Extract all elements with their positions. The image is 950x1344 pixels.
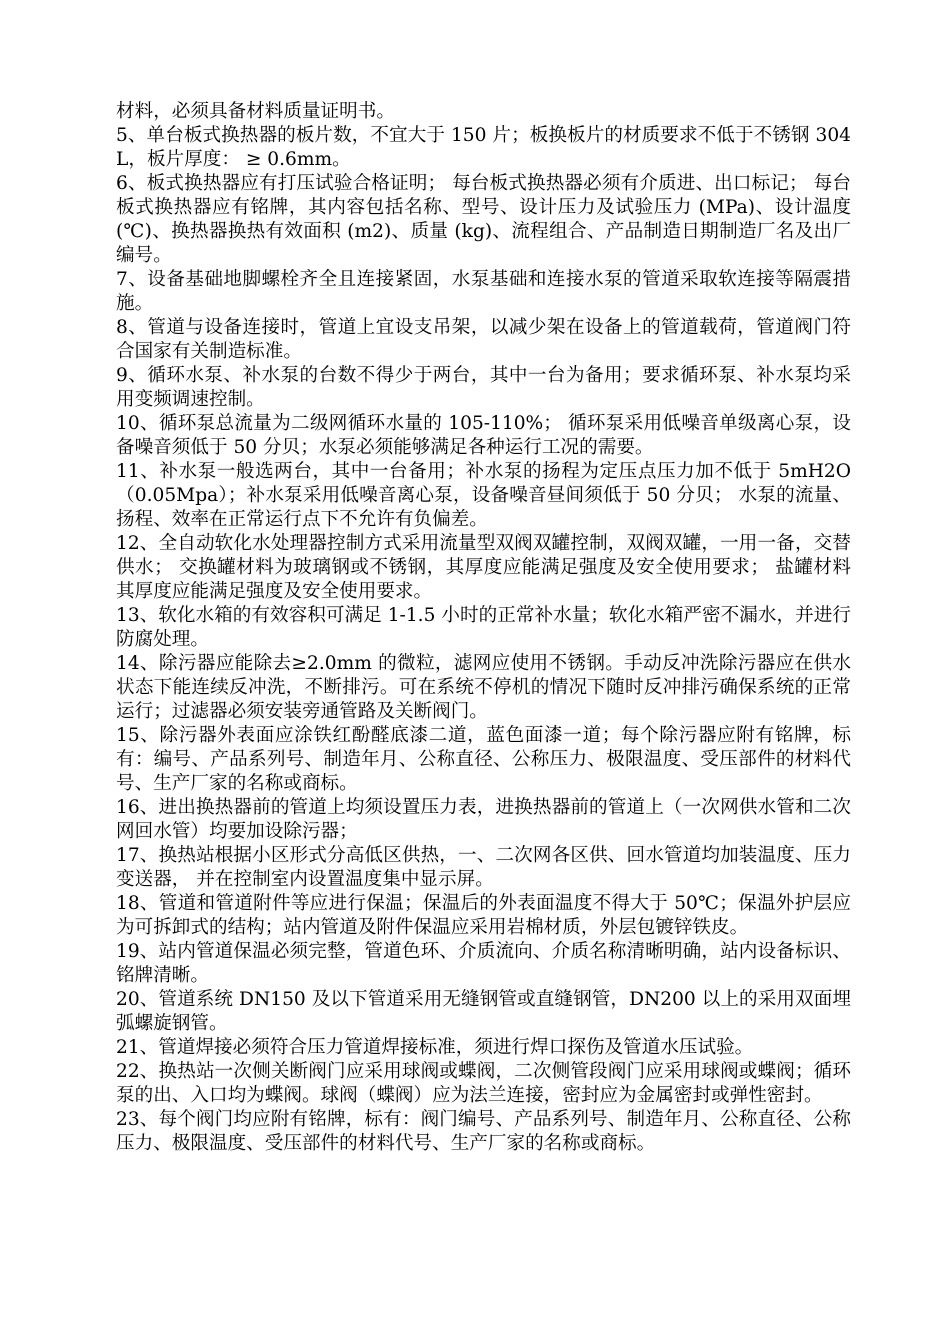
paragraph-item-15: 15、除污器外表面应涂铁红酚醛底漆二道，蓝色面漆一道；每个除污器应附有铭牌，标有：编号、产品系列号、制造年月、公称直径、公称压力、极限温度、受压部件的材料代号、生产厂家的名称或商标。 (116, 725, 851, 794)
paragraph-item-10: 10、循环泵总流量为二级网循环水量的 105-110%； 循环泵采用低噪音单级离心泵，设备噪音须低于 50 分贝；水泵必须能够满足各种运行工况的需要。 (116, 413, 851, 458)
paragraph-item-23: 23、每个阀门均应附有铭牌，标有：阀门编号、产品系列号、制造年月、公称直径、公称压力、极限温度、受压部件的材料代号、生产厂家的名称或商标。 (116, 1109, 851, 1154)
document-body (116, 100, 851, 1156)
paragraph-item-16: 16、进出换热器前的管道上均须设置压力表，进换热器前的管道上（一次网供水管和二次网回水管）均要加设除污器； (116, 797, 851, 842)
paragraph-item-17: 17、换热站根据小区形式分高低区供热，一、二次网各区供、回水管道均加装温度、压力变送器， 并在控制室内设置温度集中显示屏。 (116, 845, 851, 890)
paragraph-item-5: 5、单台板式换热器的板片数，不宜大于 150 片；板换板片的材质要求不低于不锈钢 304L，板片厚度： ≥ 0.6mm。 (116, 125, 851, 170)
paragraph-item-6: 6、板式换热器应有打压试验合格证明； 每台板式换热器必须有介质进、出口标记； 每台板式换热器应有铭牌，其内容包括名称、型号、设计压力及试验压力 (MPa)、设计温度 (℃)、换热器换热有效面积 (m2)、质量 (kg)、流程组合、产品制造日期制造厂名及出厂编号。 (116, 173, 851, 266)
paragraph-item-9: 9、循环水泵、补水泵的台数不得少于两台，其中一台为备用；要求循环泵、补水泵均采用变频调速控制。 (116, 365, 851, 410)
paragraph-item-20: 20、管道系统 DN150 及以下管道采用无缝钢管或直缝钢管，DN200 以上的采用双面埋弧螺旋钢管。 (116, 989, 851, 1034)
paragraph-item-13: 13、软化水箱的有效容积可满足 1-1.5 小时的正常补水量；软化水箱严密不漏水，并进行防腐处理。 (116, 605, 851, 650)
paragraph-item-12: 12、全自动软化水处理器控制方式采用流量型双阀双罐控制，双阀双罐，一用一备，交替供水； 交换罐材料为玻璃钢或不锈钢，其厚度应能满足强度及安全使用要求； 盐罐材料其厚度应能满足强度及安全使用要求。 (116, 533, 851, 602)
paragraph-item-22: 22、换热站一次侧关断阀门应采用球阀或蝶阀，二次侧管段阀门应采用球阀或蝶阀；循环泵的出、入口均为蝶阀。球阀（蝶阀）应为法兰连接，密封应为金属密封或弹性密封。 (116, 1061, 851, 1106)
paragraph-continuation: 材料，必须具备材料质量证明书。 (116, 101, 395, 122)
paragraph-item-14: 14、除污器应能除去≥2.0mm 的微粒，滤网应使用不锈钢。手动反冲洗除污器应在供水状态下能连续反冲洗，不断排污。可在系统不停机的情况下随时反冲排污确保系统的正常运行；过滤器必须安装旁通管路及关断阀门。 (116, 653, 851, 722)
paragraph-item-21: 21、管道焊接必须符合压力管道焊接标准，须进行焊口探伤及管道水压试验。 (116, 1037, 754, 1058)
paragraph-item-19: 19、站内管道保温必须完整，管道色环、介质流向、介质名称清晰明确，站内设备标识、铭牌清晰。 (116, 941, 851, 986)
paragraph-item-11: 11、补水泵一般选两台，其中一台备用；补水泵的扬程为定压点压力加不低于 5mH2O（0.05Mpa）；补水泵采用低噪音离心泵，设备噪音昼间须低于 50 分贝； 水泵的流量、扬程、效率在正常运行点下不允许有负偏差。 (116, 461, 851, 530)
paragraph-item-8: 8、管道与设备连接时，管道上宜设支吊架，以减少架在设备上的管道载荷，管道阀门符合国家有关制造标准。 (116, 317, 851, 362)
paragraph-item-7: 7、设备基础地脚螺栓齐全且连接紧固，水泵基础和连接水泵的管道采取软连接等隔震措施。 (116, 269, 851, 314)
paragraph-item-18: 18、管道和管道附件等应进行保温；保温后的外表面温度不得大于 50℃；保温外护层应为可拆卸式的结构；站内管道及附件保温应采用岩棉材质，外层包镀锌铁皮。 (116, 893, 851, 938)
